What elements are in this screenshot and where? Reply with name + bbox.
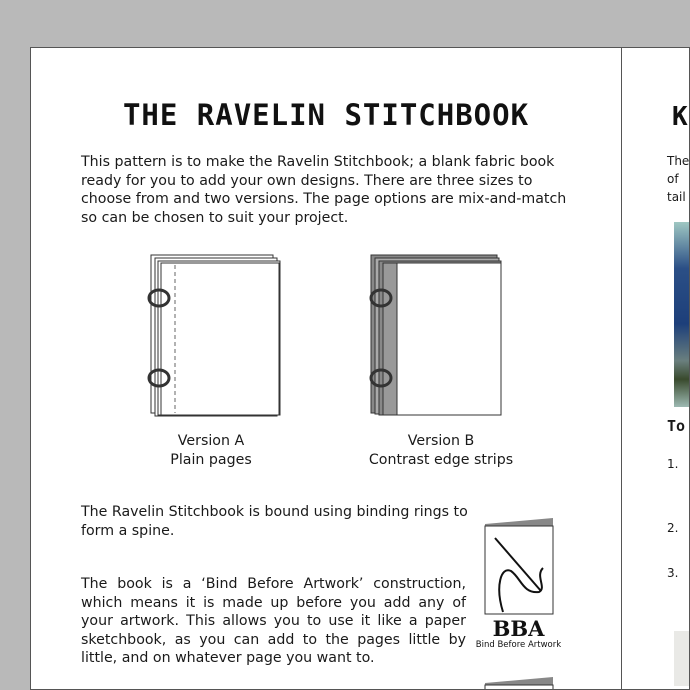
second-logo-icon <box>481 675 556 689</box>
page-2 <box>621 47 690 690</box>
version-a-illustration <box>139 253 289 418</box>
intro-paragraph: This pattern is to make the Ravelin Stitchbook; a blank fabric book ready for you to add your own designs. There are three sizes to choose from and two versions. The page options are mix-and-match so can be chosen to suit your project. <box>81 154 567 226</box>
version-b-caption <box>351 432 531 470</box>
version-b-illustration <box>361 253 511 418</box>
page-2-heading: To <box>667 417 686 435</box>
version-a-desc: Plain pages <box>170 452 252 468</box>
version-a-name: Version A <box>177 433 245 449</box>
bba-logo-icon <box>481 516 556 616</box>
bba-paragraph: The book is a ‘Bind Before Artwork’ construction, which means it is made up before you add any of your artwork. This allows you to use it like a paper sketchbook, as you can add to the pages little by little, and on whatever page you want to. <box>81 576 466 666</box>
list-number-3: 3. <box>667 566 679 580</box>
bba-logo-abbr: BBA <box>492 616 545 641</box>
page-2-line-2: of <box>667 172 679 186</box>
page-1 <box>30 47 622 690</box>
version-b-desc: Contrast edge strips <box>368 452 514 468</box>
photo-image <box>674 222 689 407</box>
bba-logo-full: Bind Before Artwork <box>475 640 562 650</box>
list-number-2: 2. <box>667 521 679 535</box>
list-number-1: 1. <box>667 457 679 471</box>
fabric-image <box>674 631 689 686</box>
version-a-caption <box>131 432 291 470</box>
version-b-name: Version B <box>407 433 475 449</box>
page-2-line-1: The <box>667 154 690 168</box>
page-2-line-3: tail <box>667 190 686 204</box>
binding-paragraph: The Ravelin Stitchbook is bound using binding rings to form a spine. <box>81 504 468 539</box>
page-title: THE RAVELIN STITCHBOOK <box>122 98 530 132</box>
page-2-title: K <box>672 102 688 132</box>
